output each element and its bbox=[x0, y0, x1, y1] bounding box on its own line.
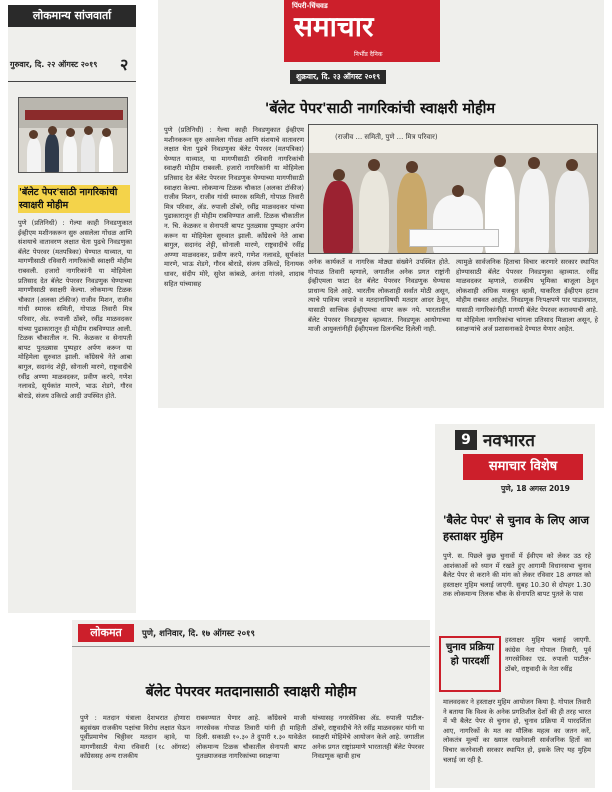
article-body-top: पुणे. स. पिछले कुछ चुनावों में ईवीएम को लेकर उठ रहे आशंकाओं को ध्यान में रखते हुए आगामी विधानसभा चुनाव बैलेट पेपर से कराने की मांग को लेकर रविवार 18 अगस्त को हस्ताक्षर मुहिम चलाई जाएगी. सुबह 10.30 से दोपहर 1.30 तक लोकमान्य तिलक चौक के सेनापति बापट पुतले के पास bbox=[443, 552, 594, 599]
clipping-navbharat bbox=[435, 424, 595, 788]
dateline: गुरुवार, दि. २२ ऑगस्ट २०१९ bbox=[10, 60, 98, 69]
headline: बॅलेट पेपरवर मतदानासाठी स्वाक्षरी मोहीम bbox=[145, 684, 357, 700]
dateline: शुक्रवार, दि. २३ ऑगस्ट २०१९ bbox=[290, 70, 386, 84]
article-column-1: पुणे : मतदान यंत्राला देशभरात होणारा बहुसंख्य राजकीय पक्षांचा विरोध लक्षात घेऊन पूर्वीप्रमाणेच चिठ्ठीवर मतदान व्हावे, या मागणीसाठी येत्या रविवारी (१८ ऑगस्ट) काँग्रेससह अन्य राजकीय bbox=[80, 714, 193, 761]
clipping-samachar bbox=[158, 0, 604, 408]
article-body: पुणे (प्रतिनिधी) : गेल्या काही निवडणुकात ईव्हीएम मशीनकरून सुरु असलेला गोंधळ आणि संशयाचे वातावरण लक्षात घेता पुढचे निवडणुका बॅलेट पेपरवर (मतपत्रिका) घेण्यात याव्यात, या मागणीसाठी रविवारी नागरिकांची स्वाक्षरी मोहीम राबवली. हजारो नागरिकांनी या मोहिमेला प्रतिसाद देत बॅलेट पेपरवर निवडणुक घेण्याच्या मागणीसाठी स्वाक्षरी केल्या. लोकमान्य टिळक चौकात (अलका टॉकीज) राजीव मिशन, राजीव गांधी स्मारक समिती, गोपाळ तिवारी मित्र परिवार, ॲड. रुपाली ठोंबरे, रवींद्र माळवदकर यांच्या पुढाकारातून ही मोहीम राबविण्यात आली. टिळक चौकातील न. चि. केळकर व सेनापती बापट पुतळ्यास पुष्पहार अर्पण करून या मोहिमेला सुरुवात झाली. काँग्रेसचे नेते आबा बागुल, सदानंद शेट्टी, सोनाली मारणे, राष्ट्रवादीचे रवींद्र अण्णा माळवदकर, प्रवीण करपे, गणेश नलावडे, सूर्यकांत मारणे, भाऊ शेडगे, गौरव बोराडे, संजय उकिरडे आदी उपस्थित होते. bbox=[18, 219, 135, 400]
rule bbox=[8, 81, 136, 82]
article-column-3: त्यामुळे सार्वजनिक हिताचा विचार करणारे सरकार स्थापित होण्यासाठी बॅलेट पेपरवर निवडणुका व्हाव्यात. रवींद्र माळवदकर म्हणाले, राजकीय भूमिका बाजूला ठेवून लोकशाही अधिक मजबूत व्हावी, याकरिता ईव्हीएम हटाव मोहीम राबवत आहोत. निवडणूक निःपक्षपणे पार पाडावयात, यासाठी नागरिकांनीही मागणी बॅलेट पेपरवर करावयाची आहे. या मोहिमेला नागरिकांचा चांगला प्रतिसाद मिळाला असून, हे स्वाक्षऱ्यांचे अर्ज प्रशासनाकडे देण्यात येणार आहेत. bbox=[456, 258, 601, 334]
page-number: 9 bbox=[455, 430, 477, 450]
dateline: पुणे, शनिवार, दि. १७ ऑगस्ट २०१९ bbox=[142, 629, 255, 639]
masthead-block bbox=[284, 0, 440, 62]
section-banner: समाचार विशेष bbox=[463, 454, 583, 480]
article-body-bottom: मालवदकर ने हस्ताक्षर मुहिम आयोजन किया है. गोपाल तिवारी ने बताया कि विश्व के अनेक प्रगतिशील देशों की ही तरह भारत में भी बैलेट पेपर से चुनाव हो, चुनाव प्रक्रिया में पारदर्शिता आए, नागरिकों के मत का मौलिक महत्व का जतन करें, लोकतंत्र मूल्यों का ख्याल रखनेवाली सार्वजनिक हितों का विचार करनेवाली सरकार स्थापित हो, इसके लिए यह मुहिम चलाई जा रही है. bbox=[443, 698, 594, 764]
masthead-title: समाचार bbox=[294, 10, 374, 43]
page-number: २ bbox=[120, 55, 129, 74]
headline: 'बॅलेट पेपर'साठी नागरिकांची स्वाक्षरी मोहीम bbox=[264, 101, 496, 117]
article-column-2: राबवण्यात येणार आहे. काँग्रेसचे माजी नगरसेवक गोपाळ तिवारी यांनी ही माहिती दिली. सकाळी १०.३० ते दुपारी १.३० यावेळेत लोकमान्य टिळक चौकातील सेनापती बापट पुतळ्याजवळ नागरिकांच्या स्वाक्षऱ्या bbox=[196, 714, 309, 761]
masthead: लोकमान्य सांजवार्ता bbox=[8, 5, 136, 27]
headline: 'बैलेट पेपर' से चुनाव के लिए आज हस्ताक्षर मुहिम bbox=[443, 513, 590, 543]
headline: 'बॅलेट पेपर'साठी नागरिकांची स्वाक्षरी मोहीम bbox=[18, 185, 130, 213]
banner-text: (राजीव ... समिती, पुणे ... मित्र परिवार) bbox=[335, 133, 438, 141]
clipping-lokmanya-sanjvarta bbox=[8, 5, 136, 613]
masthead-small: पिंपरी-चिंचवड bbox=[292, 2, 328, 10]
boxed-kicker: चुनाव प्रक्रिया हो पारदर्शी bbox=[439, 636, 501, 692]
event-photo bbox=[308, 124, 598, 254]
masthead: नवभारत bbox=[483, 431, 535, 451]
masthead: लोकमत bbox=[78, 624, 134, 642]
dateline: पुणे, 18 अगस्त 2019 bbox=[501, 484, 570, 493]
article-body-right: हस्ताक्षर मुहिम चलाई जाएगी. कांग्रेस नेता गोपाल तिवारी, पूर्व नगरसेविका एड. रुपाली पाटील-ठोंबरे, राष्ट्रवादी के नेता रवींद्र bbox=[505, 636, 594, 673]
tagline: निर्भीड दैनिक bbox=[354, 51, 383, 58]
rule bbox=[72, 646, 430, 647]
article-column-3: यांच्यासह नगरसेविका ॲड. रुपाली पाटील-ठोंबरे, राष्ट्रवादीचे नेते रवींद्र माळवदकर यांनी या स्वाक्षरी मोहिमेचे आयोजन केले आहे. जगातील अनेक प्रगत राष्ट्रांप्रमाणे भारतातही बॅलेट पेपरवर निवडणूक व्हावी हाच bbox=[312, 714, 427, 761]
article-column-2: अनेक कार्यकर्ते व नागरिक मोठ्या संख्येने उपस्थित होते. गोपाळ तिवारी म्हणाले, जगातील अनेक प्रगत राष्ट्रांनी ईव्हीएमला फाटा देत बॅलेट पेपरवर निवडणुक घेण्यास प्राधान्य दिले आहे. भारतीय लोकशाही सर्वात मोठी असून, त्याचे पावित्र्य जपावे व मतदानाविषयी मतदार आदर ठेवून, यासाठी सात्त्विक ईव्हीएमचा वापर करू नये. भारतातील बॅलेट पेपरवर निवडणुका व्हाव्यात. निवडणूक आयोगाच्या माजी आयुक्तांनीही ईव्हीएमला डिलनचिट दिलेली नाही. bbox=[308, 258, 453, 334]
clipping-lokmat bbox=[72, 620, 430, 790]
event-photo bbox=[18, 97, 128, 173]
article-column-1: पुणे (प्रतिनिधी) : गेल्या काही निवडणुकात ईव्हीएम मशीनकरून सुरु असलेला गोंधळ आणि संशयाचे वातावरण लक्षात घेता पुढचे निवडणुका बॅलेट पेपरवर (मतपत्रिका) घेण्यात याव्यात, या मागणीसाठी रविवारी नागरिकांची स्वाक्षरी मोहीम राबवली. हजारो नागरिकांनी या मोहिमेला प्रतिसाद देत बॅलेट पेपरवर निवडणुक घेण्याच्या मागणीसाठी स्वाक्षरा केल्या. लोकमान्य टिळक चौकात (अलका टॉकीज) राजीव मिशन, राजीव गांधी स्मारक समिती, गोपाळ तिवारी मित्र परिवार, ॲड. रुपाली ठोंबरे, रवींद्र माळवदकर यांच्या पुढाकारातून ही मोहीम राबविण्यात आली. टिळक चौकातील न. चि. केळकर व सेनापती बापट पुतळ्यास पुष्पहार अर्पण करून या मोहिमेला सुरुवात झाली. काँग्रेसचे नेते आबा बागुल, सदानंद शेट्टी, सोनाली मारणे, राष्ट्रवादीचे रवींद्र अण्णा माळवदकर, प्रवीण करपे, गणेश नलावडे, सूर्यकांत मारणे, भाऊ शेडगे, गौरव बोराडे, संजय उकिरडे, दिनायक धावर, संदीप मोरे, सुरेश कांबळे, अनंता गांजवे, शादाब सहित यांच्यासह bbox=[164, 126, 307, 288]
